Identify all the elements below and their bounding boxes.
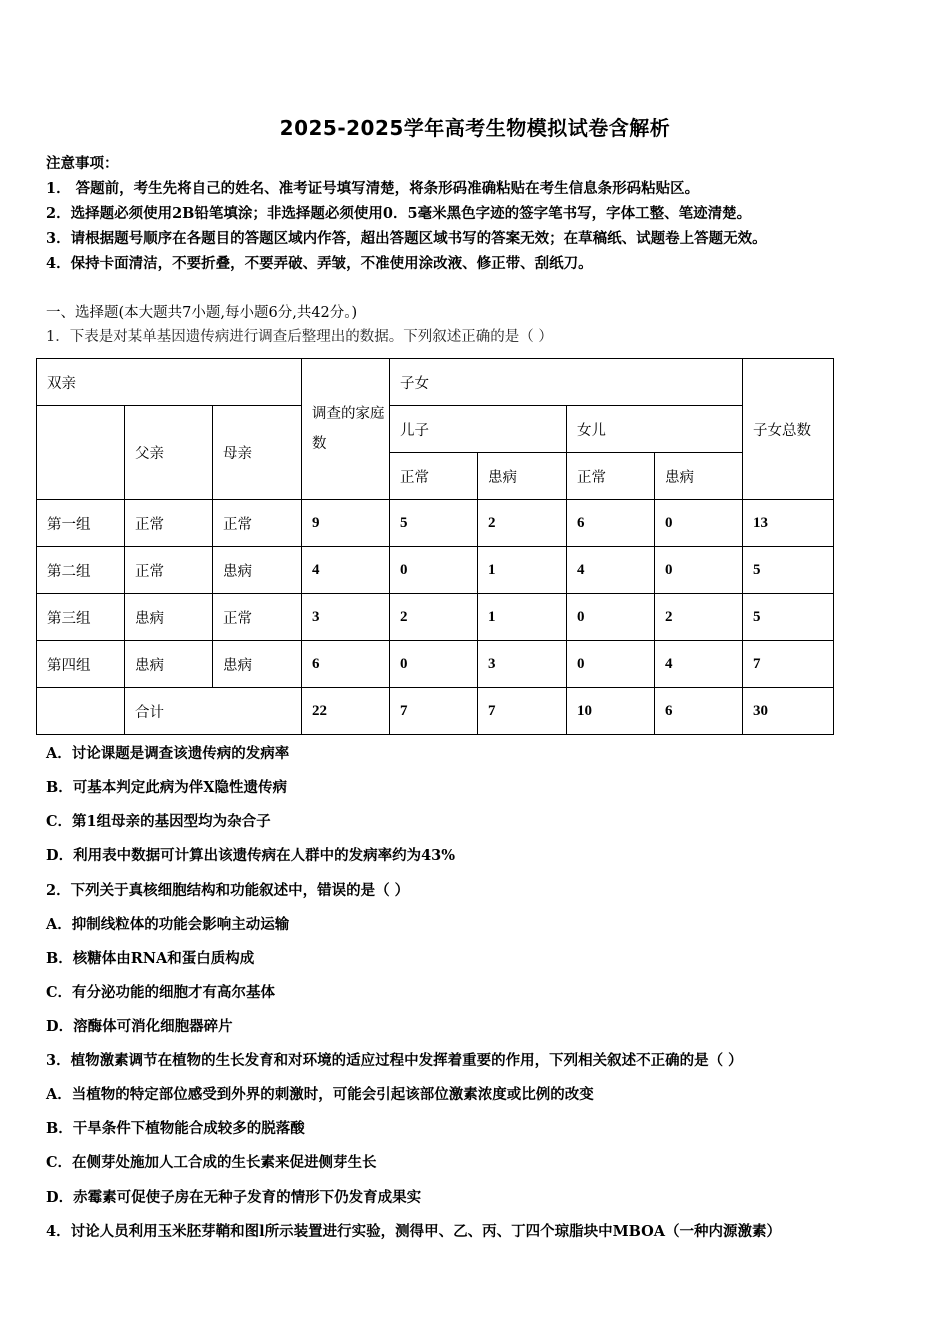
daughter-normal-count: 6 <box>567 500 655 547</box>
q3-option-d: D．赤霉素可促使子房在无种子发育的情形下仍发育成果实 <box>46 1189 422 1206</box>
sum-blank <box>37 688 125 735</box>
header-children: 子女 <box>390 359 743 406</box>
header-daughter-affected: 患病 <box>655 453 743 500</box>
families-count: 4 <box>302 547 390 594</box>
section-heading: 一、选择题(本大题共7小题,每小题6分,共42分。) <box>46 305 358 321</box>
sum-son-normal: 7 <box>390 688 478 735</box>
group-label: 第一组 <box>37 500 125 547</box>
mother-status: 患病 <box>213 547 302 594</box>
children-total: 7 <box>743 641 834 688</box>
son-normal-count: 0 <box>390 641 478 688</box>
son-affected-count: 2 <box>478 500 567 547</box>
header-daughters: 女儿 <box>567 406 743 453</box>
q2-option-c: C．有分泌功能的细胞才有高尔基体 <box>46 984 276 1001</box>
families-count: 3 <box>302 594 390 641</box>
q3-option-c: C．在侧芽处施加人工合成的生长素来促进侧芽生长 <box>46 1154 377 1171</box>
table-row <box>37 641 834 688</box>
sum-son-affected: 7 <box>478 688 567 735</box>
header-son-affected: 患病 <box>478 453 567 500</box>
son-affected-count: 1 <box>478 594 567 641</box>
notice-item-4: 4．保持卡面清洁，不要折叠，不要弄破、弄皱，不准使用涂改液、修正带、刮纸刀。 <box>46 255 593 272</box>
q2-option-d: D．溶酶体可消化细胞器碎片 <box>46 1018 233 1035</box>
survey-table <box>36 358 834 735</box>
sum-daughter-affected: 6 <box>655 688 743 735</box>
notice-item-1: 1． 答题前，考生先将自己的姓名、准考证号填写清楚，将条形码准确粘贴在考生信息条形码粘贴区。 <box>46 180 700 197</box>
header-total: 子女总数 <box>743 359 834 500</box>
q1-option-a: A．讨论课题是调查该遗传病的发病率 <box>46 745 290 762</box>
header-parents: 双亲 <box>37 359 302 406</box>
table-sum-row <box>37 688 834 735</box>
families-count: 6 <box>302 641 390 688</box>
son-normal-count: 2 <box>390 594 478 641</box>
notice-item-3: 3．请根据题号顺序在各题目的答题区域内作答，超出答题区域书写的答案无效；在草稿纸、试题卷上答题无效。 <box>46 230 767 247</box>
q1-stem: 1．下表是对某单基因遗传病进行调查后整理出的数据。下列叙述正确的是（ ） <box>46 329 553 345</box>
daughter-normal-count: 0 <box>567 641 655 688</box>
sum-label: 合计 <box>125 688 302 735</box>
notice-item-2: 2．选择题必须使用2B铅笔填涂；非选择题必须使用0．5毫米黑色字迹的签字笔书写，字体工整、笔迹清楚。 <box>46 205 752 222</box>
table-row <box>37 594 834 641</box>
header-blank <box>37 406 125 500</box>
daughter-affected-count: 2 <box>655 594 743 641</box>
q2-option-b: B．核糖体由RNA和蛋白质构成 <box>46 950 255 967</box>
father-status: 患病 <box>125 594 213 641</box>
q3-option-b: B．干旱条件下植物能合成较多的脱落酸 <box>46 1120 305 1137</box>
header-son-normal: 正常 <box>390 453 478 500</box>
father-status: 患病 <box>125 641 213 688</box>
q1-option-b: B．可基本判定此病为伴X隐性遗传病 <box>46 779 288 796</box>
group-label: 第二组 <box>37 547 125 594</box>
group-label: 第三组 <box>37 594 125 641</box>
daughter-affected-count: 0 <box>655 547 743 594</box>
header-daughter-normal: 正常 <box>567 453 655 500</box>
son-affected-count: 3 <box>478 641 567 688</box>
sum-total: 30 <box>743 688 834 735</box>
sum-daughter-normal: 10 <box>567 688 655 735</box>
son-normal-count: 0 <box>390 547 478 594</box>
page-title: 2025-2025学年高考生物模拟试卷含解析 <box>279 116 671 140</box>
q4-stem: 4．讨论人员利用玉米胚芽鞘和图l所示装置进行实验，测得甲、乙、丙、丁四个琼脂块中MBOA（一种内源激素） <box>46 1223 782 1240</box>
notice-heading: 注意事项： <box>46 155 119 172</box>
son-normal-count: 5 <box>390 500 478 547</box>
header-sons: 儿子 <box>390 406 567 453</box>
mother-status: 正常 <box>213 500 302 547</box>
father-status: 正常 <box>125 547 213 594</box>
children-total: 5 <box>743 547 834 594</box>
sum-families: 22 <box>302 688 390 735</box>
header-father: 父亲 <box>125 406 213 500</box>
q2-stem: 2．下列关于真核细胞结构和功能叙述中，错误的是（ ） <box>46 882 410 899</box>
header-families: 调查的家庭数 <box>302 359 390 500</box>
q3-stem: 3．植物激素调节在植物的生长发育和对环境的适应过程中发挥着重要的作用，下列相关叙述不正确的是（ ） <box>46 1052 743 1069</box>
mother-status: 正常 <box>213 594 302 641</box>
q2-option-a: A．抑制线粒体的功能会影响主动运输 <box>46 916 290 933</box>
q3-option-a: A．当植物的特定部位感受到外界的刺激时，可能会引起该部位激素浓度或比例的改变 <box>46 1086 594 1103</box>
daughter-normal-count: 4 <box>567 547 655 594</box>
q1-option-c: C．第1组母亲的基因型均为杂合子 <box>46 813 271 830</box>
daughter-affected-count: 4 <box>655 641 743 688</box>
son-affected-count: 1 <box>478 547 567 594</box>
father-status: 正常 <box>125 500 213 547</box>
mother-status: 患病 <box>213 641 302 688</box>
children-total: 5 <box>743 594 834 641</box>
families-count: 9 <box>302 500 390 547</box>
header-mother: 母亲 <box>213 406 302 500</box>
daughter-normal-count: 0 <box>567 594 655 641</box>
q1-option-d: D．利用表中数据可计算出该遗传病在人群中的发病率约为43% <box>46 847 456 864</box>
table-row <box>37 500 834 547</box>
table-row <box>37 547 834 594</box>
group-label: 第四组 <box>37 641 125 688</box>
children-total: 13 <box>743 500 834 547</box>
daughter-affected-count: 0 <box>655 500 743 547</box>
